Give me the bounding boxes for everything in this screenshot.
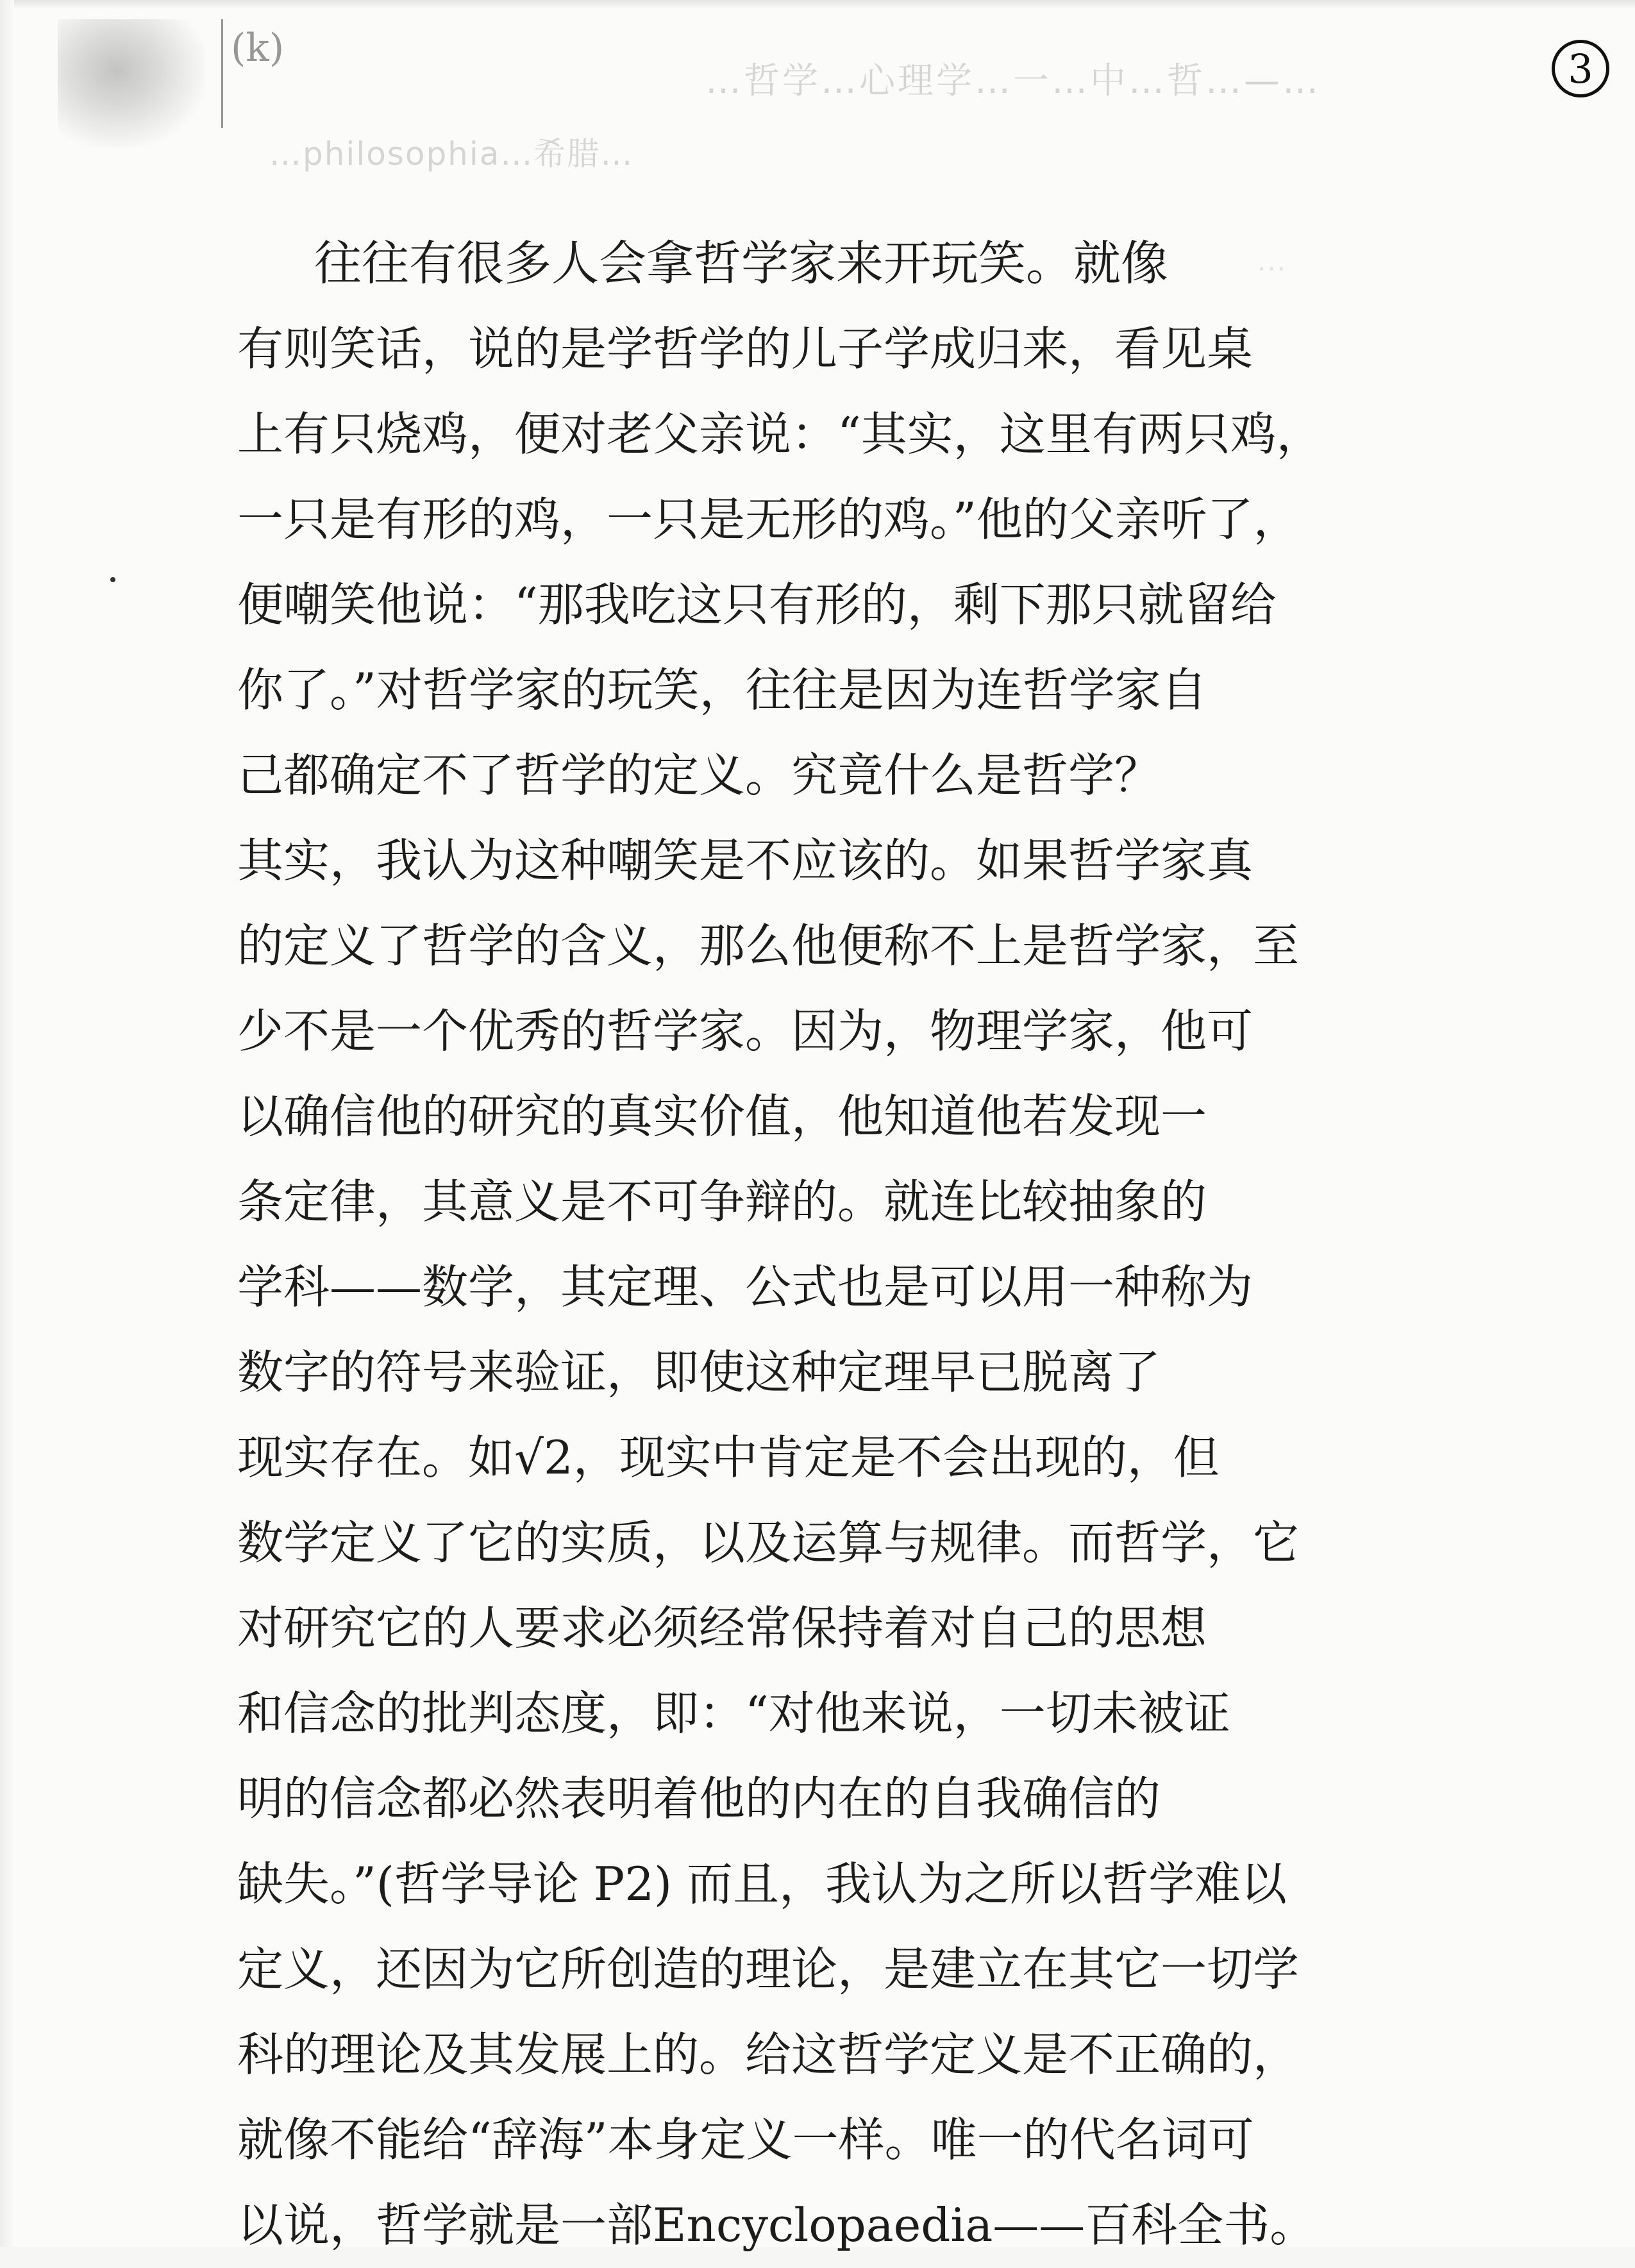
essay-line: 数字的符号来验证，即使这种定理早已脱离了 [237,1345,1161,1399]
essay-line: 上有只烧鸡，便对老父亲说：“其实，这里有两只鸡， [237,407,1323,461]
corner-mark: (k) [231,26,285,71]
handwritten-essay [237,221,1323,2268]
binding-shadow [58,19,205,147]
essay-line: 便嘲笑他说：“那我吃这只有形的，剩下那只就留给 [237,578,1277,632]
essay-line: 己都确定不了哲学的定义。究竟什么是哲学？ [237,748,1161,802]
essay-line: 对研究它的人要求必须经常保持着对自己的思想 [237,1601,1207,1655]
scan-edge-left [0,0,14,2247]
essay-line: 明的信念都必然表明着他的内在的自我确信的 [237,1772,1161,1826]
essay-line: 一只是有形的鸡，一只是无形的鸡。”他的父亲听了， [237,492,1300,546]
essay-line: 你了。”对哲学家的玩笑，往往是因为连哲学家自 [237,663,1207,717]
page-number-circle [1552,40,1609,97]
essay-line: 以确信他的研究的真实价值，他知道他若发现一 [237,1089,1207,1143]
essay-line: 少不是一个优秀的哲学家。因为，物理学家，他可 [237,1004,1254,1058]
essay-line: 数学定义了它的实质，以及运算与规律。而哲学，它 [237,1516,1300,1570]
scan-edge-top [0,0,1635,9]
essay-line: 就像不能给“辞海”本身定义一样。唯一的代名词可 [237,2113,1254,2167]
margin-rule [221,19,223,128]
essay-line: 以说，哲学就是一部Encyclopaedia——百科全书。 [237,2198,1316,2252]
essay-line: 往往有很多人会拿哲学家来开玩笑。就像 [314,236,1168,291]
essay-line: 的定义了哲学的含义，那么他便称不上是哲学家，至 [237,919,1300,973]
essay-line: 其实，我认为这种嘲笑是不应该的。如果哲学家真 [237,834,1254,887]
bleed-through-side: … [1257,243,1290,278]
bleed-through-top-2: …philosophia…希腊… [269,135,634,172]
essay-line: 和信念的批判态度，即：“对他来说，一切未被证 [237,1686,1230,1740]
essay-line: 定义，还因为它所创造的理论，是建立在其它一切学 [237,1942,1300,1996]
page-number: 3 [1568,45,1593,92]
bleed-through-top-1: …哲学…心理学…一…中…哲…—… [705,60,1321,102]
essay-line: 有则笑话，说的是学哲学的儿子学成归来，看见桌 [237,322,1254,376]
essay-line: 缺失。”(哲学导论 P2) 而且，我认为之所以哲学难以 [237,1857,1287,1911]
essay-line: 条定律，其意义是不可争辩的。就连比较抽象的 [237,1175,1207,1229]
essay-line: 学科——数学，其定理、公式也是可以用一种称为 [237,1260,1254,1314]
ink-dot [110,577,115,582]
essay-line: 科的理论及其发展上的。给这哲学定义是不正确的， [237,2028,1300,2081]
essay-line: 现实存在。如√2，现实中肯定是不会出现的，但 [237,1431,1220,1484]
